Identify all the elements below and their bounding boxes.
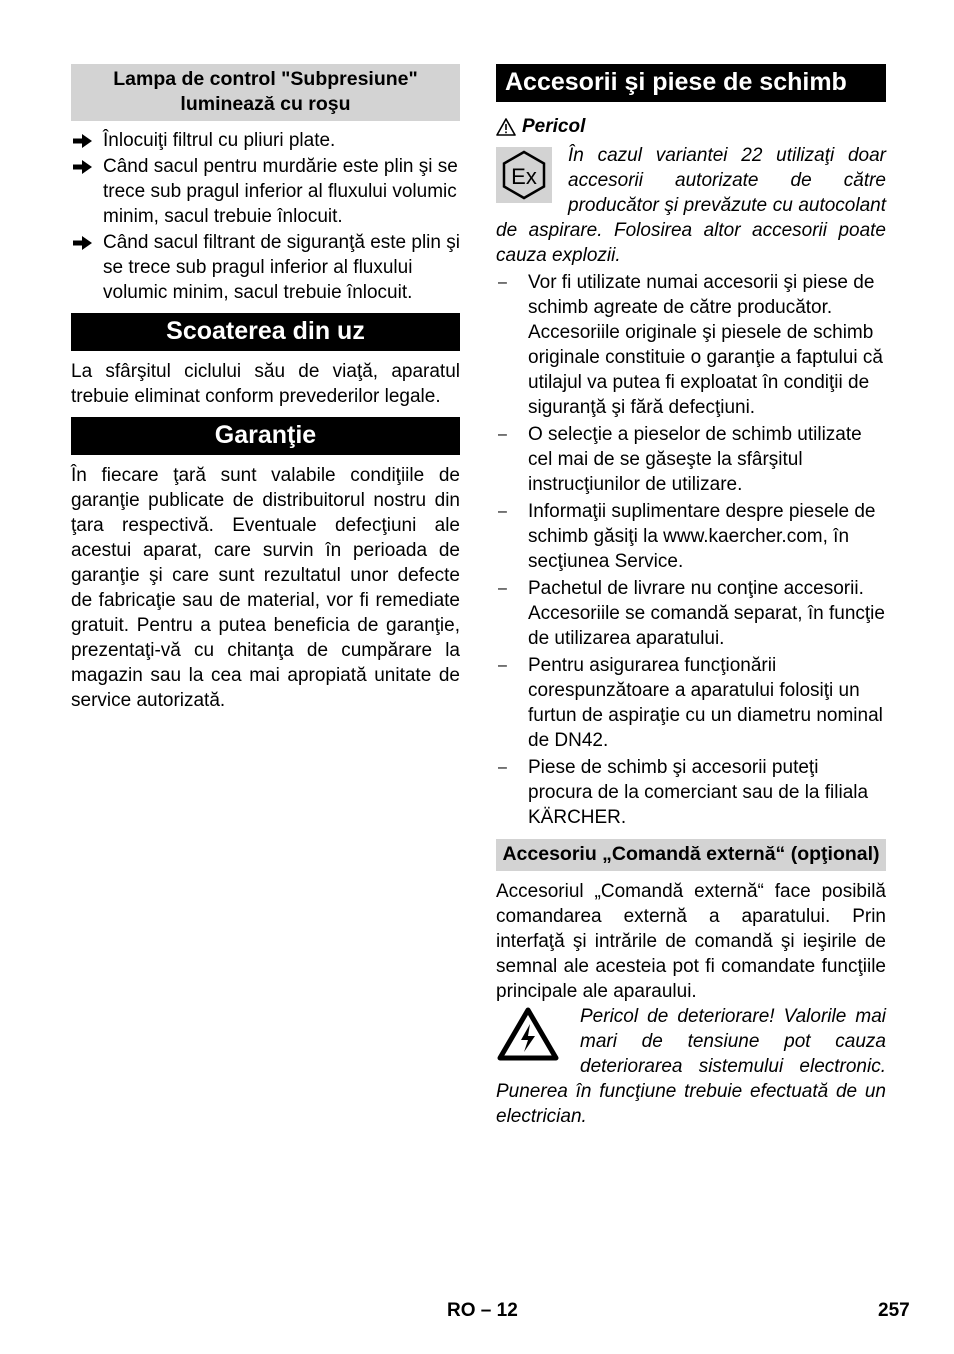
list-item — [71, 154, 460, 229]
electrical-warning-block — [496, 1004, 886, 1129]
list-item-text: Vor fi utilizate numai accesorii şi piese de schimb agreate de către producător. Accesoriile originale şi piesele de schimb originale constituie o garanţie a faptului că utilajul va putea fi exploatat în condiţii de siguranţă şi fără defecţiuni. — [528, 272, 883, 418]
list-item — [496, 422, 886, 497]
electrical-icon-wrapper — [496, 1006, 560, 1062]
warning-triangle-icon — [496, 118, 516, 136]
dash-bullet: – — [498, 580, 507, 597]
danger-label: Pericol — [522, 116, 586, 137]
section-heading-warranty: Garanţie — [71, 417, 460, 455]
list-item-text: O selecţie a pieselor de schimb utilizate cel mai de se găseşte la sfârşitul instrucţiunilor de utilizare. — [528, 424, 862, 495]
list-item — [71, 230, 460, 305]
instruction-list — [71, 128, 460, 305]
external-control-text: Accesoriul „Comandă externă“ face posibilă comandarea externă a aparatului. Prin interfaţă şi intrările de comandă şi ieşirile de semnal ale acesteia pot fi comandate funcţiile principale ale aparaului. — [496, 881, 886, 1002]
warranty-text: În fiecare ţară sunt valabile condiţiile de garanţie publicate de distribuitorul nostru din ţara respectivă. Eventuale defecţiuni ale acestui aparat, care survin în perioada de garanţie şi care sunt rezultatul unor defecte de fabricaţie sau de material, vor fi remediate gratuit. Pentru a putea beneficia de garanţie, prezentaţi-vă cu chitanţa de cumpărare la magazin sau la cea mai apropiată unitate de service autorizată. — [71, 465, 460, 711]
right-column — [496, 64, 886, 1129]
ex-icon-label: Ex — [511, 164, 537, 189]
dash-bullet: – — [498, 657, 507, 674]
arrow-right-icon — [73, 235, 93, 251]
electrical-warning-text: Pericol de deteriorare! Valorile mai mari de tensiune pot cauza deteriorarea sistemului electronic. Punerea în funcţiune trebuie efectuată de un electrician. — [496, 1006, 886, 1127]
page-number: 257 — [878, 1300, 910, 1321]
list-item-text: Pentru asigurarea funcţionării corespunzătoare a aparatului folosiţi un furtun de aspiraţie cu un diametru nominal de DN42. — [528, 655, 883, 751]
list-item — [496, 499, 886, 574]
decommissioning-text: La sfârşitul ciclului său de viaţă, aparatul trebuie eliminat conform prevederilor legale. — [71, 361, 460, 407]
dash-bullet: – — [498, 503, 507, 520]
section-heading-accessories: Accesorii şi piese de schimb — [496, 64, 886, 102]
list-item — [496, 576, 886, 651]
ex-danger-text: În cazul variantei 22 utilizaţi doar accesorii autorizate de către producător şi prevăzute cu autocolant de aspirare. Folosirea altor accesorii poate cauza explozii. — [496, 145, 886, 266]
section-heading-external-control: Accesoriu „Comandă externă“ (opţional) — [496, 839, 886, 871]
list-item-text: Pachetul de livrare nu conţine accesorii. Accesoriile se comandă separat, în funcţie de utilizarea aparatului. — [528, 578, 885, 649]
ex-explosion-protection-icon — [496, 147, 552, 203]
ex-danger-block — [496, 143, 886, 268]
list-item-text: Când sacul pentru murdărie este plin şi se trece sub pragul inferior al fluxului volumic minim, sacul trebuie înlocuit. — [103, 156, 458, 227]
list-item-text: Înlocuiţi filtrul cu pliuri plate. — [103, 130, 336, 151]
accessories-list — [496, 270, 886, 830]
arrow-right-icon — [73, 133, 93, 149]
list-item — [71, 128, 460, 153]
danger-label-row — [496, 114, 886, 139]
arrow-right-icon — [73, 159, 93, 175]
footer-section-page: RO – 12 — [447, 1300, 518, 1321]
list-item-text: Când sacul filtrant de siguranţă este plin şi se trece sub pragul inferior al fluxului volumic minim, sacul trebuie înlocuit. — [103, 232, 460, 303]
electrical-hazard-icon — [496, 1006, 560, 1062]
dash-bullet: – — [498, 759, 507, 776]
section-heading-underpressure-lamp: Lampa de control "Subpresiune" luminează cu roşu — [71, 64, 460, 121]
list-item-text: Informaţii suplimentare despre piesele de schimb găsiţi la www.kaercher.com, în secţiunea Service. — [528, 501, 876, 572]
ex-icon-wrapper — [496, 147, 552, 203]
left-column — [71, 64, 460, 713]
dash-bullet: – — [498, 426, 507, 443]
list-item — [496, 755, 886, 830]
dash-bullet: – — [498, 274, 507, 291]
list-item-text: Piese de schimb şi accesorii puteţi procura de la comerciant sau de la filiala KÄRCHER. — [528, 757, 869, 828]
list-item — [496, 270, 886, 420]
section-heading-decommissioning: Scoaterea din uz — [71, 313, 460, 351]
list-item — [496, 653, 886, 753]
